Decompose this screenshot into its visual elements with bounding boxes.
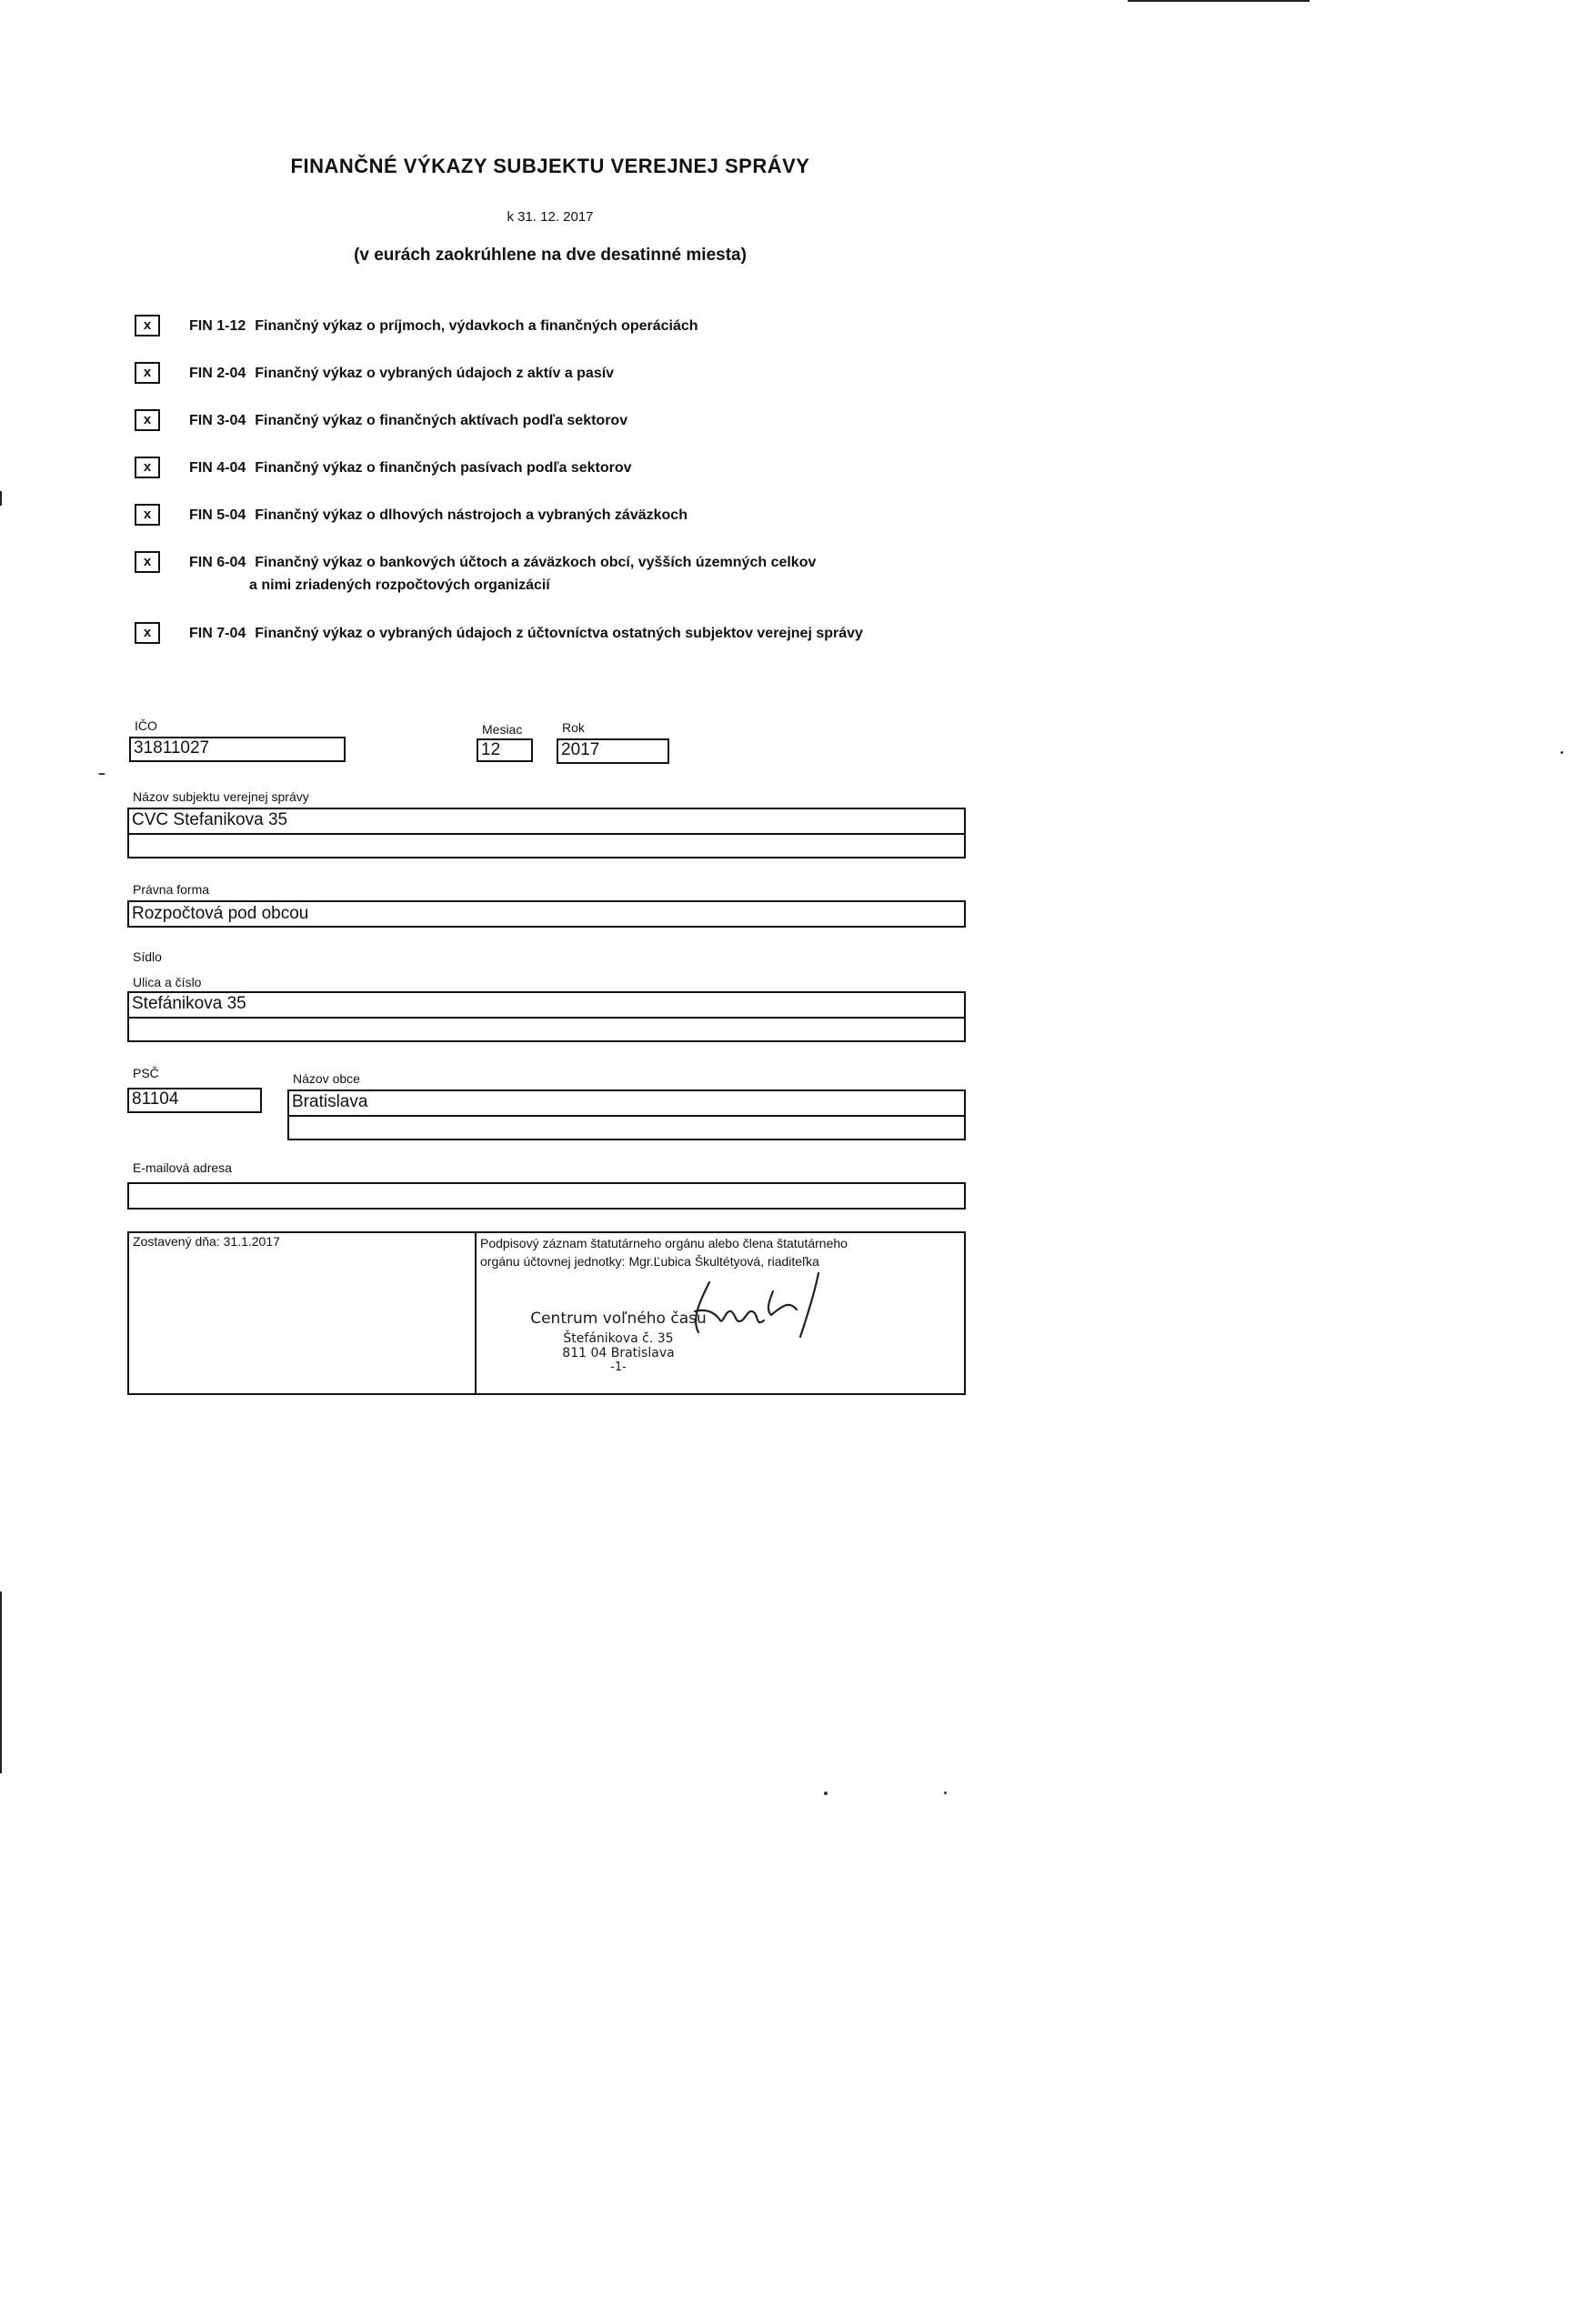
seat-label: Sídlo	[133, 949, 162, 964]
report-checkbox-fin1[interactable]: x	[135, 315, 160, 336]
stamp-line3: 811 04 Bratislava	[562, 1346, 675, 1360]
report-text: Finančný výkaz o vybraných údajoch z aktív a pasív	[255, 366, 615, 381]
signature-record-line2: orgánu účtovnej jednotky: Mgr.Ľubica Škultétyová, riaditeľka	[480, 1254, 819, 1269]
scan-speck	[824, 1792, 828, 1795]
report-text: Finančný výkaz o finančných pasívach podľa sektorov	[255, 460, 632, 476]
report-item-fin1	[189, 318, 698, 335]
report-checkbox-fin5[interactable]: x	[135, 504, 160, 526]
email-field[interactable]	[127, 1182, 966, 1210]
report-code: FIN 7-04	[189, 626, 246, 641]
page-number: -1-	[610, 1360, 627, 1374]
report-item-fin6	[189, 555, 816, 571]
city-label: Názov obce	[293, 1071, 360, 1086]
entity-name-field[interactable]	[127, 808, 966, 858]
report-code: FIN 1-12	[189, 318, 246, 334]
stamp-line1: Centrum voľného času	[530, 1310, 707, 1328]
report-code: FIN 2-04	[189, 366, 246, 381]
email-label: E-mailová adresa	[133, 1160, 232, 1175]
year-field[interactable]: 2017	[557, 738, 669, 764]
month-field[interactable]: 12	[477, 738, 533, 762]
year-label: Rok	[562, 720, 585, 735]
city-value: Bratislava	[289, 1091, 964, 1117]
report-code: FIN 3-04	[189, 413, 246, 428]
scan-speck	[944, 1792, 947, 1794]
signature-divider	[475, 1231, 477, 1395]
report-item-fin5	[189, 507, 688, 524]
report-checkbox-fin2[interactable]: x	[135, 362, 160, 384]
report-text: Finančný výkaz o vybraných údajoch z účtovníctva ostatných subjektov verejnej správy	[255, 626, 863, 641]
report-item-fin4	[189, 460, 632, 477]
psc-field[interactable]: 81104	[127, 1088, 262, 1113]
report-code: FIN 6-04	[189, 555, 246, 570]
signature-record-line1: Podpisový záznam štatutárneho orgánu alebo člena štatutárneho	[480, 1236, 848, 1250]
report-text: Finančný výkaz o príjmoch, výdavkoch a finančných operáciách	[255, 318, 698, 334]
legal-form-label: Právna forma	[133, 882, 210, 897]
report-checkbox-fin7[interactable]: x	[135, 622, 160, 644]
report-text: Finančný výkaz o bankových účtoch a záväzkoch obcí, vyšších územných celkov	[255, 555, 817, 570]
report-checkbox-fin4[interactable]: x	[135, 457, 160, 478]
scan-speck	[98, 773, 105, 775]
report-code: FIN 5-04	[189, 507, 246, 523]
report-text: Finančný výkaz o dlhových nástrojoch a vybraných záväzkoch	[255, 507, 688, 523]
scan-edge-mark	[0, 491, 2, 506]
report-item-fin2	[189, 366, 614, 382]
street-label: Ulica a číslo	[133, 975, 202, 989]
scan-edge-mark	[0, 1591, 2, 1773]
report-item-fin3	[189, 413, 627, 429]
report-checkbox-fin6[interactable]: x	[135, 551, 160, 573]
street-field[interactable]	[127, 991, 966, 1042]
ico-field[interactable]: 31811027	[129, 737, 346, 762]
legal-form-field[interactable]: Rozpočtová pod obcou	[127, 900, 966, 928]
entity-name-label: Názov subjektu verejnej správy	[133, 789, 309, 804]
month-label: Mesiac	[482, 722, 523, 737]
report-text: Finančný výkaz o finančných aktívach podľa sektorov	[255, 413, 628, 428]
stamp-line2: Štefánikova č. 35	[563, 1331, 674, 1346]
compiled-date: Zostavený dňa: 31.1.2017	[133, 1234, 280, 1249]
ico-label: IČO	[135, 718, 157, 733]
report-item-fin7	[189, 626, 863, 642]
report-date: k 31. 12. 2017	[507, 209, 594, 225]
report-text-continued: a nimi zriadených rozpočtových organizácií	[249, 577, 550, 593]
scan-speck	[1561, 751, 1563, 754]
report-checkbox-fin3[interactable]: x	[135, 409, 160, 431]
street-value: Stefánikova 35	[129, 993, 964, 1019]
page-title: FINANČNÉ VÝKAZY SUBJEKTU VEREJNEJ SPRÁVY	[290, 155, 810, 177]
entity-name-value: CVC Stefanikova 35	[129, 809, 964, 835]
city-field[interactable]	[287, 1089, 966, 1140]
page-subtitle: (v eurách zaokrúhlene na dve desatinné miesta)	[354, 246, 747, 265]
report-code: FIN 4-04	[189, 460, 246, 476]
psc-label: PSČ	[133, 1066, 159, 1080]
scan-edge-mark	[1128, 0, 1310, 2]
